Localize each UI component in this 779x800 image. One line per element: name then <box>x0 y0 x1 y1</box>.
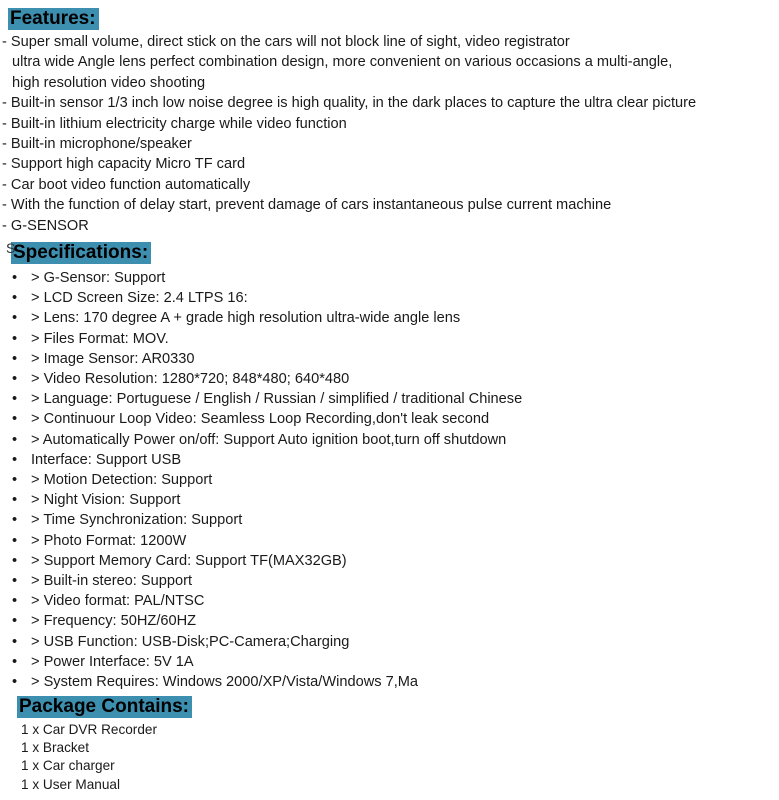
spec-item: • > Video Resolution: 1280*720; 848*480; 640*480 <box>8 369 576 389</box>
spec-item: • > USB Function: USB-Disk;PC-Camera;Charging <box>8 632 576 652</box>
spec-item: • > Video format: PAL/NTSC <box>8 591 576 611</box>
feature-item: - Super small volume, direct stick on the cars will not block line of sight, video registrator <box>2 34 570 50</box>
package-item: 1 x Car DVR Recorder <box>21 722 157 737</box>
features-section <box>2 8 779 236</box>
feature-item: ultra wide Angle lens perfect combination design, more convenient on various occasions a multi-angle, <box>12 54 673 71</box>
spec-item: • > Image Sensor: AR0330 <box>8 349 576 369</box>
spec-item: • > Lens: 170 degree A + grade high resolution ultra-wide angle lens <box>8 308 576 328</box>
spec-item: • > Motion Detection: Support <box>8 470 576 490</box>
specifications-section <box>8 242 779 692</box>
specifications-list <box>8 268 779 692</box>
spec-item: • > Automatically Power on/off: Support Auto ignition boot,turn off shutdown <box>8 430 576 450</box>
feature-item: high resolution video shooting <box>12 74 206 91</box>
package-section <box>17 696 192 794</box>
spec-item: • > System Requires: Windows 2000/XP/Vista/Windows 7,Ma <box>8 672 576 692</box>
spec-item: • > Support Memory Card: Support TF(MAX32GB) <box>8 551 576 571</box>
spec-item: • > LCD Screen Size: 2.4 LTPS 16: <box>8 288 576 308</box>
spec-item: • > Night Vision: Support <box>8 490 576 510</box>
stray-character: S <box>6 240 16 256</box>
feature-item: - With the function of delay start, prevent damage of cars instantaneous pulse current machine <box>2 197 612 214</box>
specifications-heading: Specifications: <box>11 242 151 264</box>
feature-item: - Built-in microphone/speaker <box>2 136 192 153</box>
features-list <box>2 32 779 236</box>
spec-item: • > Language: Portuguese / English / Russian / simplified / traditional Chinese <box>8 389 576 409</box>
spec-item: • > Continuour Loop Video: Seamless Loop Recording,don't leak second <box>8 409 576 429</box>
package-item: 1 x User Manual <box>21 776 120 792</box>
package-item: 1 x Car charger <box>21 758 115 774</box>
package-item: 1 x Bracket <box>21 740 89 756</box>
spec-item: • > Power Interface: 5V 1A <box>8 652 576 672</box>
feature-item: - Support high capacity Micro TF card <box>2 156 246 173</box>
feature-item: - G-SENSOR <box>2 217 89 234</box>
feature-item: - Built-in sensor 1/3 inch low noise degree is high quality, in the dark places to capture the ultra clear picture <box>2 95 697 112</box>
package-list <box>21 721 192 794</box>
feature-item: - Car boot video function automatically <box>2 176 251 193</box>
specifications-heading-wrap <box>8 242 779 264</box>
features-heading: Features: <box>8 8 99 30</box>
spec-item: • > Photo Format: 1200W <box>8 531 576 551</box>
feature-item: - Built-in lithium electricity charge while video function <box>2 115 347 132</box>
spec-item: • > Files Format: MOV. <box>8 329 576 349</box>
spec-item: • > Time Synchronization: Support <box>8 510 576 530</box>
spec-item: • > G-Sensor: Support <box>8 268 576 288</box>
spec-item: • > Frequency: 50HZ/60HZ <box>8 611 576 631</box>
spec-item: • Interface: Support USB <box>8 450 576 470</box>
package-heading: Package Contains: <box>17 696 192 718</box>
spec-item: • > Built-in stereo: Support <box>8 571 576 591</box>
